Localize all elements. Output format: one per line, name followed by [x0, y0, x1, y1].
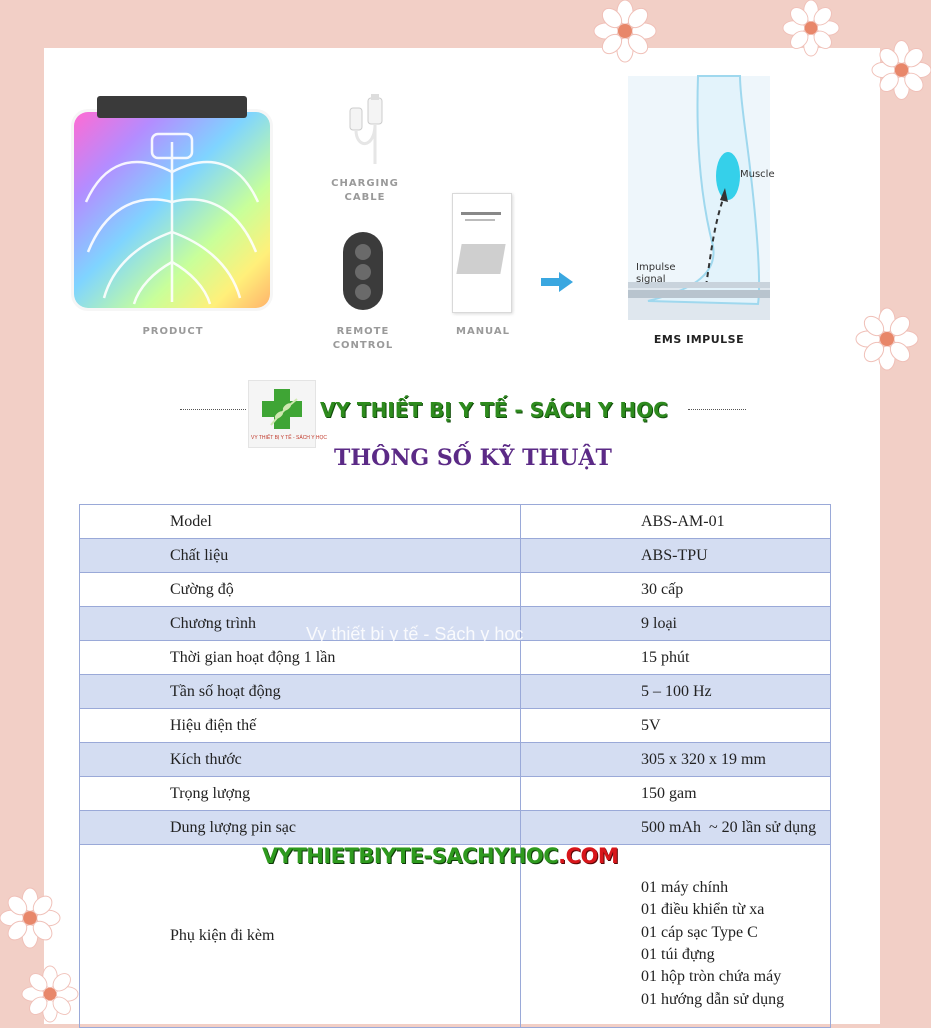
table-row — [80, 641, 831, 675]
website-tld: .COM — [558, 844, 619, 868]
remote-caption-line-2: CONTROL — [332, 340, 394, 351]
spec-key: Tần số hoạt động — [80, 675, 521, 709]
spec-value: 150 gam — [521, 777, 831, 811]
spec-value: 305 x 320 x 19 mm — [521, 743, 831, 777]
flower-decoration-top-1 — [594, 0, 656, 62]
list-item: 01 túi đựng — [641, 946, 715, 963]
product-mat-image — [74, 112, 270, 308]
spec-key: Model — [80, 505, 521, 539]
list-item: 01 máy chính — [641, 878, 729, 896]
list-item: 01 hướng dẫn sử dụng — [641, 990, 785, 1008]
list-item: 01 hộp tròn chứa máy — [641, 968, 782, 986]
spec-key: Cường độ — [80, 573, 521, 607]
spec-value: ABS-TPU — [521, 539, 831, 573]
table-row — [80, 539, 831, 573]
arrow-right-icon — [541, 272, 573, 292]
spec-key: Hiệu điện thế — [80, 709, 521, 743]
spec-value: 9 loại — [521, 607, 831, 641]
brand-logo — [248, 380, 327, 448]
watermark-text: Vy thiết bị y tế - Sách y học — [306, 624, 524, 644]
cable-caption-line-2: CABLE — [344, 192, 386, 203]
divider-left — [180, 409, 246, 410]
table-row — [80, 777, 831, 811]
logo-small-text: VY THIẾT BỊ Y TẾ - SÁCH Y HỌC — [251, 435, 327, 441]
remote-control-image — [343, 232, 383, 310]
spec-value: 5 – 100 Hz — [521, 675, 831, 709]
spec-value: 5V — [521, 709, 831, 743]
ems-impulse-label-2: signal — [636, 274, 666, 285]
accessories-list — [521, 845, 831, 1028]
spec-key: Chương trình — [80, 607, 521, 641]
table-row — [80, 845, 831, 1028]
charging-cable-image — [342, 94, 392, 166]
ems-caption: EMS IMPULSE — [653, 333, 745, 346]
table-row — [80, 743, 831, 777]
website-url — [262, 844, 618, 868]
table-row — [80, 675, 831, 709]
flower-decoration-mid-right — [856, 308, 918, 370]
spec-key: Trọng lượng — [80, 777, 521, 811]
manual-caption: MANUAL — [456, 326, 510, 337]
cable-caption-line-1: CHARGING — [331, 178, 399, 189]
flower-decoration-right — [872, 28, 931, 112]
product-display-bar — [97, 96, 247, 118]
flower-decoration-bottom-left-1 — [0, 888, 60, 948]
spec-value: 15 phút — [521, 641, 831, 675]
page-heading: THÔNG SỐ KỸ THUẬT — [334, 445, 612, 471]
spec-key: Phụ kiện đi kèm — [80, 845, 521, 1028]
list-item: 01 cáp sạc Type C — [641, 923, 758, 941]
spec-value: ABS-AM-01 — [521, 505, 831, 539]
spec-key: Dung lượng pin sạc — [80, 811, 521, 845]
table-row — [80, 811, 831, 845]
flower-decoration-top-2 — [776, 0, 846, 56]
table-row — [80, 505, 831, 539]
spec-value: 500 mAh ~ 20 lần sử dụng — [521, 811, 831, 845]
remote-caption-line-1: REMOTE — [336, 326, 390, 337]
manual-booklet-image — [452, 193, 512, 313]
spec-key: Chất liệu — [80, 539, 521, 573]
ems-impulse-label-1: Impulse — [636, 262, 676, 273]
table-row — [80, 709, 831, 743]
table-row — [80, 573, 831, 607]
spec-value: 30 cấp — [521, 573, 831, 607]
spec-key: Thời gian hoạt động 1 lần — [80, 641, 521, 675]
flower-decoration-bottom-left-2 — [22, 966, 78, 1022]
ems-muscle-label: Muscle — [740, 169, 775, 180]
divider-right — [688, 409, 746, 410]
spec-key: Kích thước — [80, 743, 521, 777]
website-main: VYTHIETBIYTE-SACHYHOC — [262, 844, 559, 868]
product-caption: PRODUCT — [142, 326, 204, 337]
spec-table — [79, 504, 831, 1028]
list-item: 01 điều khiển từ xa — [641, 901, 765, 919]
brand-title: VY THIẾT BỊ Y TẾ - SÁCH Y HỌC — [320, 398, 668, 422]
